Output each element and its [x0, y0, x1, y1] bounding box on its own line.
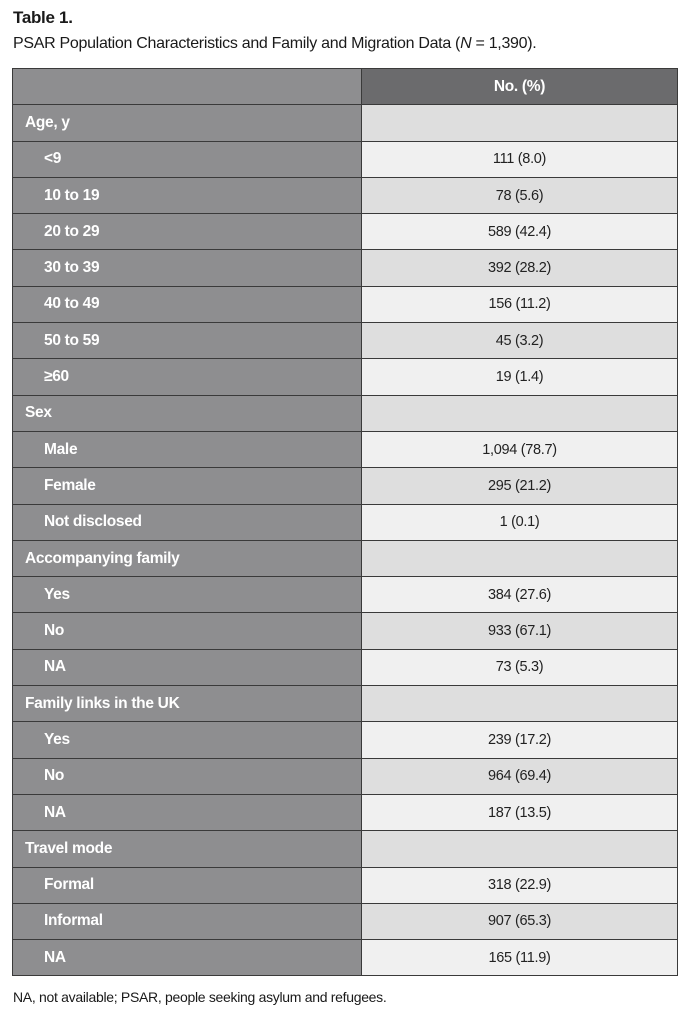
table-row — [13, 758, 678, 794]
table-group-row — [13, 686, 678, 722]
table-row — [13, 141, 678, 177]
table-row — [13, 903, 678, 939]
row-label: <9 — [13, 141, 362, 177]
row-label: NA — [13, 794, 362, 830]
header-label-cell — [13, 69, 362, 105]
row-value: 1,094 (78.7) — [362, 431, 678, 467]
table-row — [13, 867, 678, 903]
row-label: 50 to 59 — [13, 323, 362, 359]
row-label: Female — [13, 468, 362, 504]
table-row — [13, 359, 678, 395]
table-row — [13, 323, 678, 359]
row-value — [362, 540, 678, 576]
table-group-row — [13, 395, 678, 431]
row-value — [362, 686, 678, 722]
table-row — [13, 722, 678, 758]
row-label: Accompanying family — [13, 540, 362, 576]
table-row — [13, 177, 678, 213]
row-value: 1 (0.1) — [362, 504, 678, 540]
table-row — [13, 431, 678, 467]
row-value: 239 (17.2) — [362, 722, 678, 758]
caption-text-before: PSAR Population Characteristics and Family and Migration Data ( — [13, 35, 461, 52]
row-value: 318 (22.9) — [362, 867, 678, 903]
table-row — [13, 577, 678, 613]
row-label: Male — [13, 431, 362, 467]
table-title: Table 1. — [13, 8, 73, 27]
row-label: NA — [13, 649, 362, 685]
row-value: 78 (5.6) — [362, 177, 678, 213]
row-label: 30 to 39 — [13, 250, 362, 286]
table-row — [13, 504, 678, 540]
caption-n-symbol: N — [460, 35, 472, 52]
row-label: Sex — [13, 395, 362, 431]
row-label: 10 to 19 — [13, 177, 362, 213]
row-value: 187 (13.5) — [362, 794, 678, 830]
row-label: Formal — [13, 867, 362, 903]
table-row — [13, 468, 678, 504]
caption-text-after: = 1,390). — [471, 35, 537, 52]
table-row — [13, 286, 678, 322]
row-value — [362, 105, 678, 141]
characteristics-table — [12, 68, 678, 976]
row-value: 45 (3.2) — [362, 323, 678, 359]
table-row — [13, 649, 678, 685]
row-label: Not disclosed — [13, 504, 362, 540]
header-count-cell: No. (%) — [362, 69, 678, 105]
table-row — [13, 794, 678, 830]
table-body — [13, 105, 678, 976]
row-value: 384 (27.6) — [362, 577, 678, 613]
table-row — [13, 940, 678, 976]
table-group-row — [13, 831, 678, 867]
table-footnote: NA, not available; PSAR, people seeking asylum and refugees. — [13, 989, 387, 1005]
table-caption — [13, 35, 536, 53]
table-row — [13, 214, 678, 250]
row-label: No — [13, 613, 362, 649]
row-value: 589 (42.4) — [362, 214, 678, 250]
table-header-row — [13, 69, 678, 105]
row-value: 165 (11.9) — [362, 940, 678, 976]
row-label: Travel mode — [13, 831, 362, 867]
table-row — [13, 250, 678, 286]
row-label: 40 to 49 — [13, 286, 362, 322]
row-value: 295 (21.2) — [362, 468, 678, 504]
row-value: 19 (1.4) — [362, 359, 678, 395]
row-value: 392 (28.2) — [362, 250, 678, 286]
row-label: Age, y — [13, 105, 362, 141]
row-label: Informal — [13, 903, 362, 939]
row-value: 933 (67.1) — [362, 613, 678, 649]
row-value — [362, 395, 678, 431]
row-label: 20 to 29 — [13, 214, 362, 250]
table-group-row — [13, 540, 678, 576]
row-value: 964 (69.4) — [362, 758, 678, 794]
row-label: Yes — [13, 577, 362, 613]
row-value: 156 (11.2) — [362, 286, 678, 322]
row-label: ≥60 — [13, 359, 362, 395]
table-group-row — [13, 105, 678, 141]
row-label: NA — [13, 940, 362, 976]
row-label: Family links in the UK — [13, 686, 362, 722]
row-label: Yes — [13, 722, 362, 758]
row-value: 73 (5.3) — [362, 649, 678, 685]
row-value: 907 (65.3) — [362, 903, 678, 939]
row-value — [362, 831, 678, 867]
table-row — [13, 613, 678, 649]
row-value: 111 (8.0) — [362, 141, 678, 177]
row-label: No — [13, 758, 362, 794]
